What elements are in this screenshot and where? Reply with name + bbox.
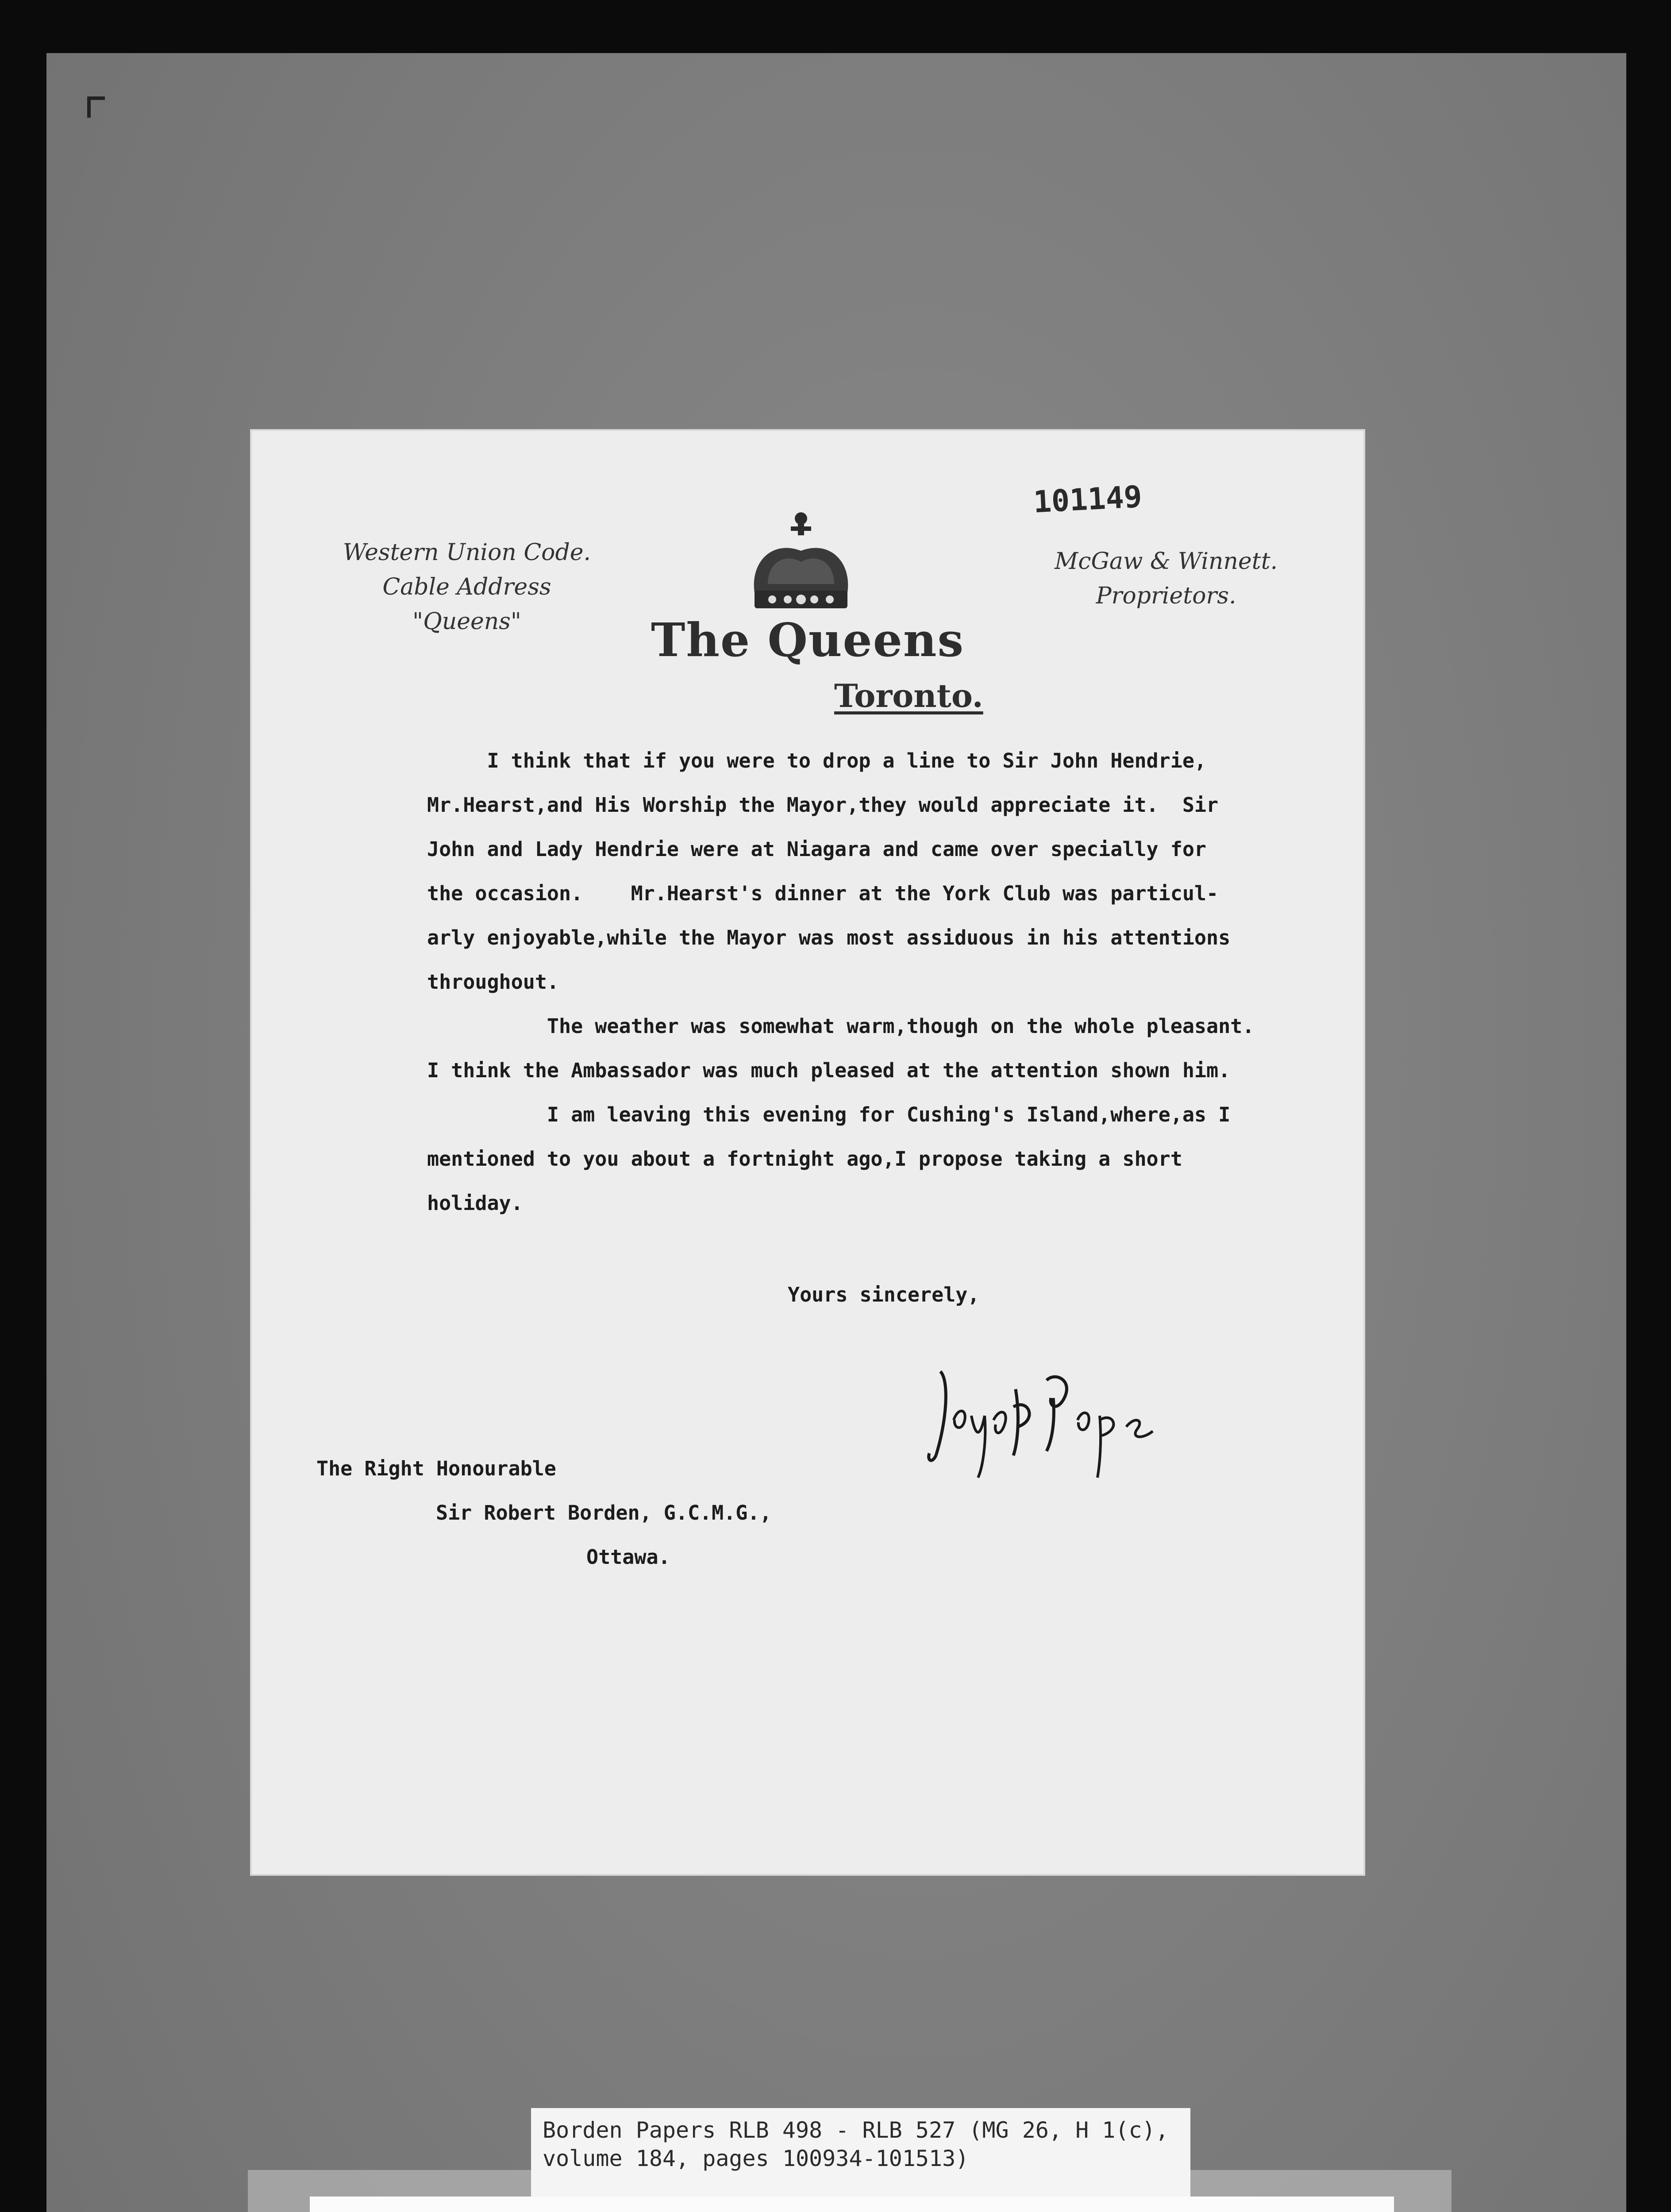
letterhead-right — [1011, 544, 1321, 613]
body-line: mentioned to you about a fortnight ago,I propose taking a short — [427, 1147, 1182, 1171]
reference-line-2: volume 184, pages 100934-101513) — [543, 2146, 969, 2171]
body-line: The weather was somewhat warm,though on the whole pleasant. — [427, 1014, 1255, 1038]
hotel-city: Toronto. — [834, 677, 983, 714]
letterhead-cable-address: Cable Address "Queens" — [382, 574, 551, 635]
recipient-city: Ottawa. — [586, 1545, 670, 1569]
page-number-stamp: 101149 — [1032, 479, 1143, 520]
letter-page — [250, 429, 1365, 1876]
letterhead-left — [325, 535, 608, 639]
body-line: throughout. — [427, 970, 559, 994]
letterhead-telegraph-code: Western Union Code. — [343, 539, 591, 566]
letter-body — [427, 739, 1348, 1225]
hotel-name: The Queens — [651, 613, 965, 667]
recipient-address — [316, 1447, 772, 1579]
signature — [923, 1354, 1170, 1486]
letterhead-proprietor-names: McGaw & Winnett. — [1054, 548, 1278, 575]
letter-closing: Yours sincerely, — [788, 1283, 980, 1306]
archive-card — [310, 2197, 1394, 2212]
body-line: arly enjoyable,while the Mayor was most assiduous in his attentions — [427, 926, 1231, 949]
reference-label — [531, 2108, 1190, 2197]
body-line: I think that if you were to drop a line to Sir John Hendrie, — [427, 749, 1206, 772]
letterhead-proprietors: Proprietors. — [1096, 583, 1236, 609]
body-line: I think the Ambassador was much pleased at the attention shown him. — [427, 1059, 1231, 1082]
body-line: holiday. — [427, 1191, 523, 1215]
body-line: the occasion. Mr.Hearst's dinner at the York Club was particul- — [427, 882, 1219, 905]
body-line: John and Lady Hendrie were at Niagara and came over specially for — [427, 837, 1206, 861]
reference-line-1: Borden Papers RLB 498 - RLB 527 (MG 26, H 1(c), — [543, 2117, 1169, 2143]
body-line: Mr.Hearst,and His Worship the Mayor,they would appreciate it. Sir — [427, 793, 1219, 817]
crown-icon — [741, 509, 861, 619]
corner-crop-mark — [87, 96, 105, 118]
body-line: I am leaving this evening for Cushing's Island,where,as I — [427, 1103, 1231, 1126]
recipient-name: Sir Robert Borden, G.C.M.G., — [436, 1501, 772, 1525]
recipient-title: The Right Honourable — [316, 1457, 556, 1480]
